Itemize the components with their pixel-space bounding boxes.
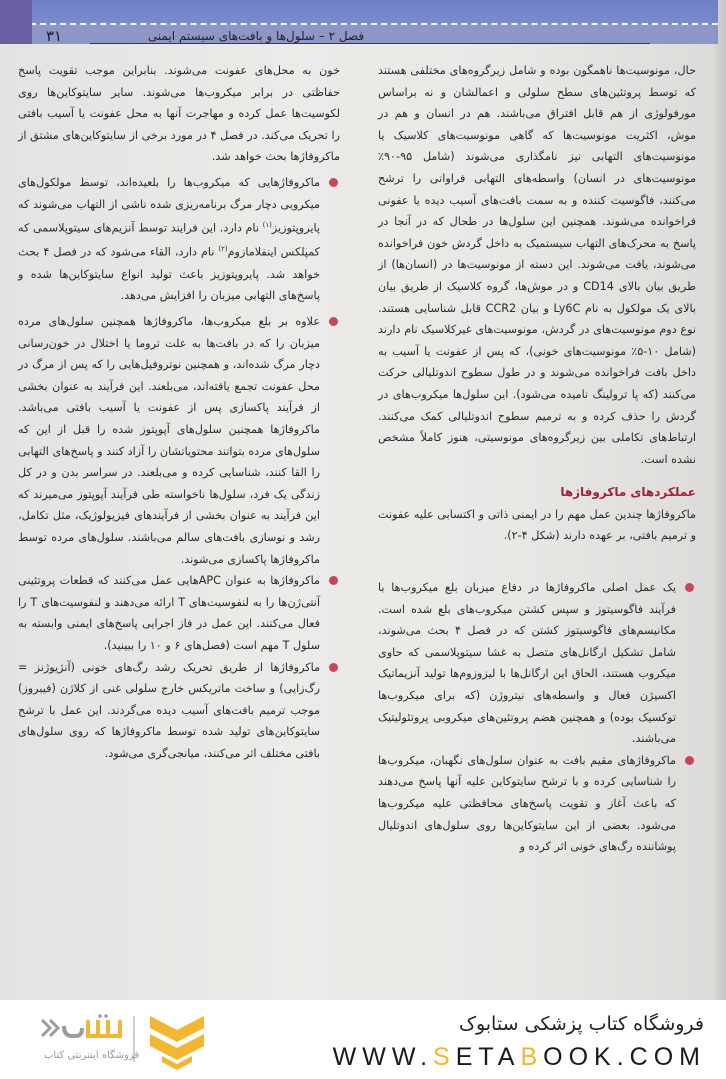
- setabook-wordmark-icon: [40, 1014, 130, 1044]
- bullet-dot-icon: [685, 756, 694, 765]
- bullet-dot-icon: [329, 576, 338, 585]
- store-banner: [0, 1000, 726, 1079]
- bullet-dot-icon: [329, 663, 338, 672]
- bullet-item: [18, 311, 340, 570]
- header-rule: [90, 43, 650, 44]
- chapter-title: فصل ۲ – سلول‌ها و بافت‌های سیستم ایمنی: [147, 29, 365, 43]
- page-number: ۳۱: [46, 27, 63, 45]
- header-dashed-line: [0, 23, 718, 25]
- bullet-dot-icon: [329, 178, 338, 187]
- bullet-item: [18, 657, 340, 765]
- footnote-ref: (۲): [218, 245, 228, 254]
- bullet-item: [18, 172, 340, 307]
- bullet-text: ماکروفاژها به عنوان APCهایی عمل می‌کنند که قطعات پروتئینی آنتی‌ژن‌ها را به لنفوسیت‌های T ارائه می‌دهند و لنفوسیت‌های T را فعال می‌کنند. این عمل در فاز اجرایی پاسخ‌های ایمنی وابسته به سلول T مهم است (فصل‌های ۶ و ۱۰ را ببینید).: [18, 574, 320, 652]
- url-highlight: B: [520, 1043, 544, 1071]
- bullet-text: یک عمل اصلی ماکروفاژها در دفاع میزبان بلع میکروب‌ها با فرآیند فاگوسیتوز و سپس کشتن میکروب‌های بلع شده است. مکانیسم‌های فاگوسیتوز کشتن که در فصل ۴ بحث می‌شوند، شامل تشکیل ارگانل‌های متصل به غشا سیتوپلاسمی که حاوی میکروب هستند، الحاق این ارگانل‌ها با لیزوزوم‌ها تولید آنزیماتیک اکسیژن فعال و واسطه‌های نیتروژن (که برای میکروب‌ها توکسیک بوده) و همچنین هضم پروتئین‌های میکروبی پروتئولیتیک می‌باشند.: [378, 581, 676, 746]
- url-part: WWW.: [332, 1043, 434, 1071]
- section-intro: ماکروفاژها چندین عمل مهم را در ایمنی ذاتی و اکتسابی علیه عفونت و ترمیم بافتی، بر عهده دارند (شکل ۴-۲).: [378, 507, 696, 543]
- url-part: OOK.COM: [543, 1043, 706, 1071]
- url-part: ETA: [455, 1043, 521, 1071]
- bullet-item: [18, 570, 340, 656]
- bullet-text-part: نام دارد، القاء می‌شود که در فصل ۴ بحث خواهد شد. پایروپتوزیز باعث تولید انواع سایتوکاین‌ها شده و پاسخ‌های التهابی میزبان را افزایش می‌دهد.: [18, 246, 320, 303]
- bullet-text: ماکروفاژها از طریق تحریک رشد رگ‌های خونی (آنژیوژنز = رگ‌زایی) و ساخت ماتریکس خارج سلولی غنی از کلاژن (فیبروز) موجب ترمیم بافت‌های آسیب دیده می‌گردند. این عمل با ترشح سایتوکاین‌های تولید شده توسط ماکروفاژها که روی سلول‌های بافتی مختلف اثر می‌کنند، میانجی‌گری می‌شود.: [18, 660, 320, 760]
- chevron-logo-icon: [148, 1012, 206, 1070]
- bullet-item: [378, 577, 696, 750]
- footnote-ref: (۱): [262, 221, 272, 230]
- bullet-dot-icon: [329, 317, 338, 326]
- left-column: [18, 60, 340, 764]
- bullet-text-part: نام دارد. این فرایند توسط آنزیم‌های سیتوپلاسمی که کمپلکس اینفلامازوم: [18, 221, 321, 260]
- right-column: [378, 60, 696, 858]
- page-header: [0, 0, 718, 44]
- store-url[interactable]: [333, 1043, 706, 1072]
- header-top-strip: [0, 0, 718, 24]
- section-heading: عملکردهای ماکروفاژها: [560, 485, 696, 500]
- bullet-text-part: ماکروفاژهایی که میکروب‌ها را بلعیده‌اند، توسط مولکول‌های میکروبی دچار مرگ برنامه‌ریزی شده ناشی از التهاب می‌شوند که پایروپتوزیز: [18, 175, 320, 235]
- store-name: فروشگاه کتاب پزشکی ستابوک: [458, 1013, 704, 1035]
- header-color-block: [0, 0, 32, 44]
- logo-subtitle: فروشگاه اینترنتی کتاب: [44, 1050, 140, 1061]
- bullet-dot-icon: [685, 583, 694, 592]
- bullet-text: علاوه بر بلع میکروب‌ها، ماکروفاژها همچنین سلول‌های مرده میزبان را که در بافت‌ها به علت تروما یا اختلال در خون‌رسانی دچار مرگ شده‌اند، و همچنین نوتروفیل‌هایی را که پس از مرگ در محل عفونت تجمع یافته‌اند، می‌بلعند. این فرآیند به عنوان بخشی از فرآیند پاکسازی پس از عفونت یا آسیب بافتی می‌باشد. ماکروفاژها همچنین سلول‌های آپوپتوز شده را قبل از این که سلول‌های مرده بتوانند محتویاتشان را آزاد کنند و پاسخ‌های التهابی را القا کنند، شناسایی کرده و می‌بلعند. در سراسر بدن و در کل زندگی یک فرد، سلول‌ها ناخواسته طی فرآیند آپوپتوز می‌میرند که این فرآیند به عنوان بخشی از فرآیندهای فیزیولوژیک، مثل تکامل، رشد و نوسازی بافت‌های سالم می‌باشند. سلول‌های مرده توسط ماکروفاژها پاکسازی می‌شوند.: [18, 315, 320, 566]
- continuation-paragraph: خون به محل‌های عفونت می‌شوند. بنابراین موجب تقویت پاسخ حفاظتی در برابر میکروب‌ها می‌شوند. سایر سایتوکاین‌ها روی لکوسیت‌ها عمل کرده و مهاجرت آنها به محل عفونت یا آسیب بافتی را تحریک می‌کند. در فصل ۴ در مورد برخی از سایتوکاین‌های مشتق از ماکروفاژها بحث خواهد شد.: [18, 64, 340, 164]
- bullet-text: ماکروفاژهای مقیم بافت به عنوان سلول‌های نگهبان، میکروب‌ها را شناسایی کرده و با ترشح سایتوکاین علیه آنها پاسخ می‌دهند که باعث آغاز و تقویت پاسخ‌های محافظتی علیه میکروب‌ها می‌شود. بعضی از این سایتوکاین‌ها روی سلول‌های اندوتلیال پوشاننده رگ‌های خونی اثر کرده و: [378, 753, 676, 854]
- intro-paragraph: حال، مونوسیت‌ها ناهمگون بوده و شامل زیرگروه‌های مختلفی هستند که توسط پروتئین‌های سطح سلولی و اعمالشان و نه براساس مورفولوژی از هم قابل افتراق می‌باشند. هم در انسان و هم در موش، اکثریت مونوسیت‌ها که گاهی مونوسیت‌های کلاسیک یا مونوسیت‌های التهابی نیز نامگذاری می‌شوند (شامل ۹۵-۹۰٪ مونوسیت‌های در انسان) واسطه‌های التهابی فراوانی را ترشح می‌کنند، فاگوسیت کننده و به سمت بافت‌های آسیب دیده یا عفونی فراخوانده می‌شوند. همچنین این سلول‌ها در طحال که در آنجا در پاسخ به محرک‌های التهاب سیستمیک به داخل گردش خون فراخوانده می‌شوند، یافت می‌شوند. این دسته از مونوسیت‌ها در (انسان‌ها) از طریق بیان بالای CD14 و در موش‌ها، گروه کلاسیک از طریق بیان بالای یک مولکول به نام Ly6C و بیان CCR2 قابل شناسایی هستند. نوع دوم مونوسیت‌های در گردش، مونوسیت‌های غیرکلاسیک نام دارند (شامل ۱۰-۵٪ مونوسیت‌های خونی)، که پس از عفونت یا آسیب به داخل بافت فراخوانده می‌شوند و در طول سطوح اندوتلیالی حرکت می‌کنند (که پا ترولینگ نامیده می‌شود). این سلول‌ها میکروب‌های در گردش را حذف کرده و به ترمیم سطوح اندوتلیالی کمک می‌کنند. ارتباط‌های تکاملی بین زیرگروه‌های مونوسیتی، هنوز کاملاً مشخص نشده است.: [378, 64, 697, 466]
- url-highlight: S: [433, 1043, 456, 1071]
- bullet-item: [378, 750, 696, 858]
